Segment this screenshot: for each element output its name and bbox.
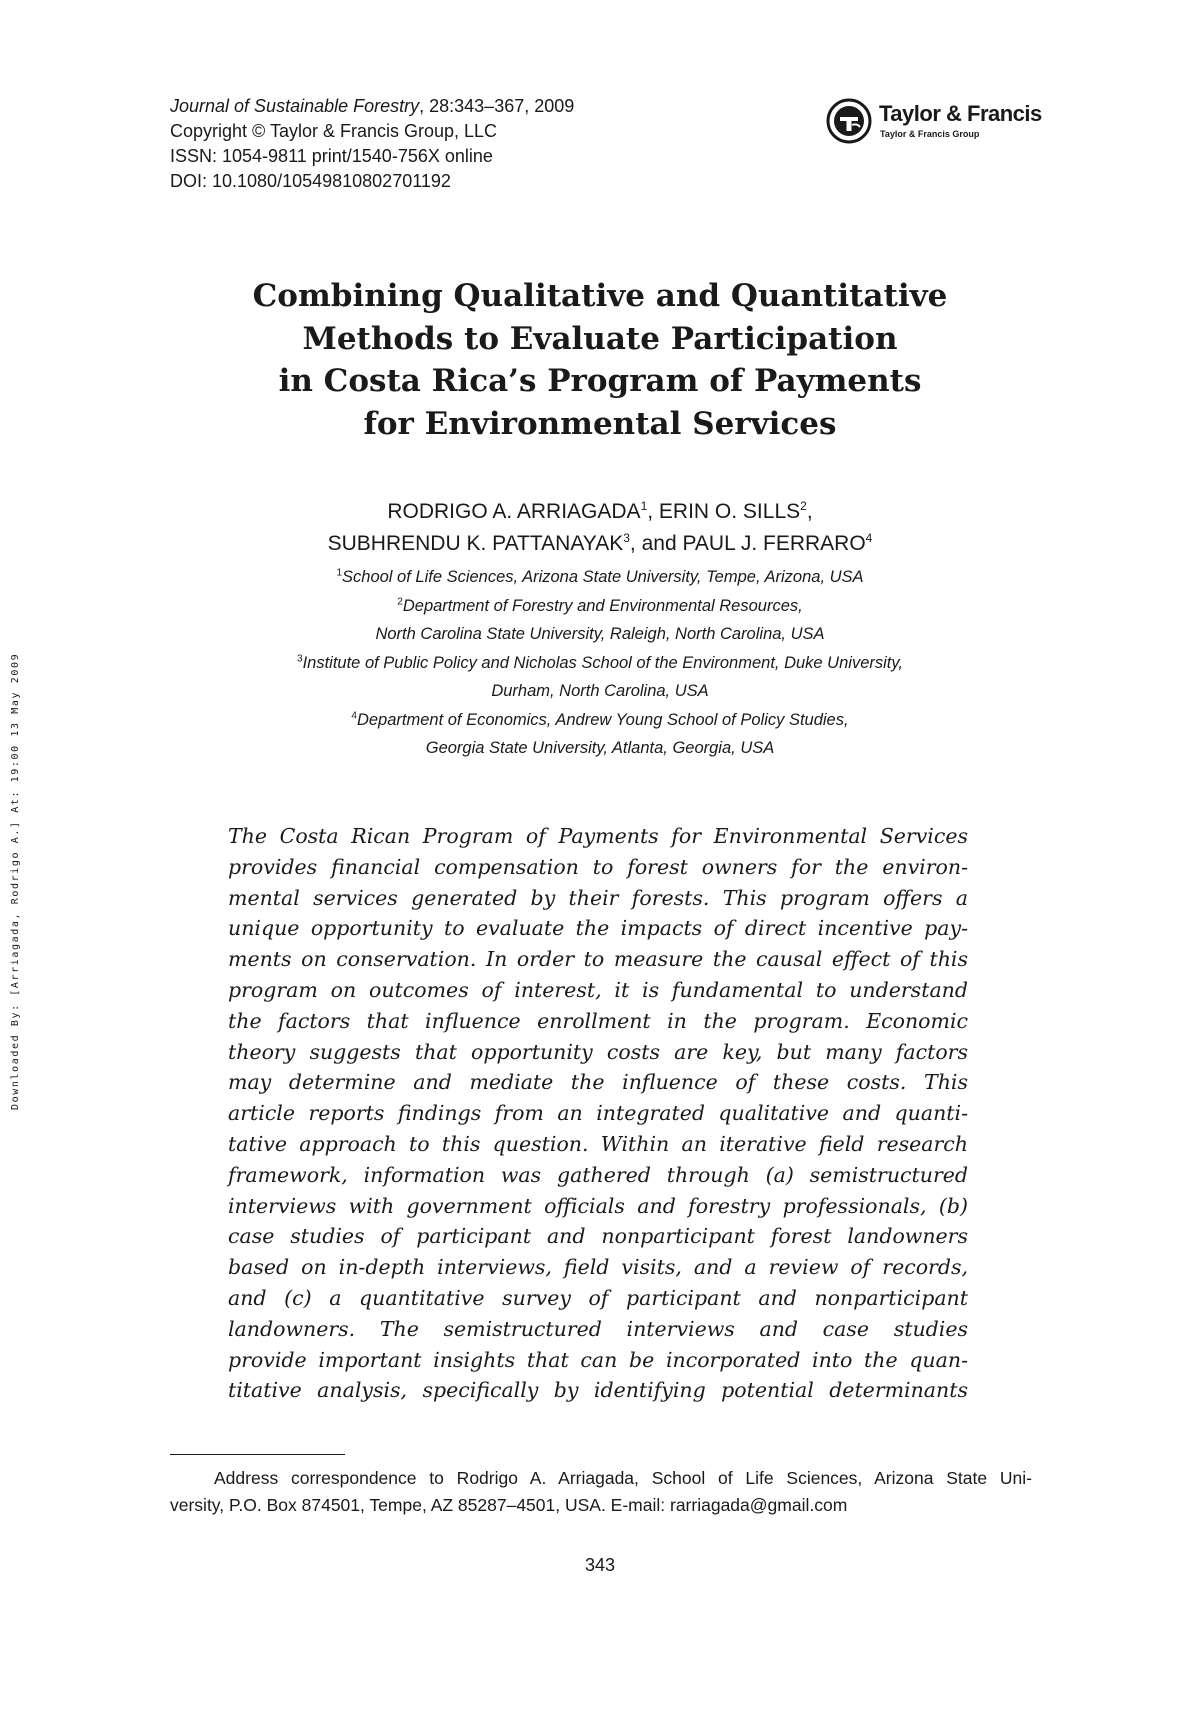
abstract-line: provides financial compensation to forest owners for the environ- bbox=[228, 854, 968, 879]
footnote-line: Address correspondence to Rodrigo A. Arriagada, School of Life Sciences, Arizona State Uni- bbox=[214, 1468, 1032, 1488]
abstract-line: interviews with government officials and forestry professionals, (b) bbox=[228, 1193, 968, 1218]
publisher-group: Taylor & Francis Group bbox=[880, 129, 980, 139]
abstract-line: unique opportunity to evaluate the impacts of direct incentive pay- bbox=[228, 916, 968, 941]
affiliation-mark: 4 bbox=[351, 710, 357, 721]
affiliation-text: School of Life Sciences, Arizona State University, Tempe, Arizona, USA bbox=[342, 568, 864, 586]
download-stamp: Downloaded By: [Arriagada, Rodrigo A.] At: 19:00 13 May 2009 bbox=[10, 652, 21, 1110]
journal-doi: DOI: 10.1080/10549810802701192 bbox=[170, 171, 451, 191]
abstract-line: and (c) a quantitative survey of participant and nonparticipant bbox=[228, 1285, 968, 1310]
affiliation-line: North Carolina State University, Raleigh, North Carolina, USA bbox=[375, 625, 825, 643]
footnote-divider bbox=[170, 1454, 345, 1455]
author-name: SUBHRENDU K. PATTANAYAK bbox=[327, 532, 624, 555]
correspondence-footnote bbox=[170, 1465, 1032, 1519]
abstract-line: framework, information was gathered through (a) semistructured bbox=[228, 1162, 968, 1187]
abstract-line: landowners. The semistructured interviews and case studies bbox=[228, 1316, 968, 1341]
author-affiliation-mark: 4 bbox=[865, 531, 873, 545]
author-line bbox=[150, 496, 1050, 528]
affiliation-mark: 3 bbox=[297, 653, 303, 664]
affiliation-list bbox=[150, 563, 1050, 763]
author-affiliation-mark: 1 bbox=[640, 499, 648, 513]
abstract-line: The Costa Rican Program of Payments for Environmental Services bbox=[228, 824, 968, 848]
abstract-line: provide important insights that can be incorporated into the quan- bbox=[228, 1347, 968, 1372]
author-affiliation-mark: 3 bbox=[623, 531, 630, 545]
journal-name: Journal of Sustainable Forestry bbox=[170, 96, 420, 116]
abstract-line: may determine and mediate the influence of these costs. This bbox=[228, 1070, 968, 1095]
affiliation-mark: 2 bbox=[397, 596, 403, 607]
affiliation-line bbox=[150, 649, 1050, 678]
title-line: for Environmental Services bbox=[363, 405, 837, 442]
abstract-line: article reports findings from an integrated qualitative and quanti- bbox=[228, 1101, 968, 1126]
abstract-line: mental services generated by their forests. This program offers a bbox=[228, 885, 968, 910]
abstract-line: ments on conservation. In order to measure the causal effect of this bbox=[228, 947, 968, 972]
author-line bbox=[150, 528, 1050, 560]
affiliation-line bbox=[150, 592, 1050, 621]
author-list bbox=[150, 496, 1050, 560]
footnote-line: versity, P.O. Box 874501, Tempe, AZ 85287–4501, USA. E-mail: rarriagada@gmail.com bbox=[170, 1495, 848, 1515]
journal-copyright: Copyright © Taylor & Francis Group, LLC bbox=[170, 121, 498, 141]
page-number: 343 bbox=[584, 1555, 616, 1575]
journal-issn: ISSN: 1054-9811 print/1540-756X online bbox=[170, 146, 493, 166]
taylor-francis-logo-icon bbox=[826, 98, 872, 144]
abstract-line: the factors that influence enrollment in the program. Economic bbox=[228, 1008, 968, 1033]
abstract bbox=[228, 821, 968, 1406]
author-name: RODRIGO A. ARRIAGADA bbox=[387, 500, 641, 523]
affiliation-text: Institute of Public Policy and Nicholas School of the Environment, Duke University, bbox=[302, 653, 903, 672]
title-line: in Costa Rica’s Program of Payments bbox=[278, 363, 922, 399]
abstract-line: theory suggests that opportunity costs are key, but many factors bbox=[228, 1039, 968, 1064]
title-line: Methods to Evaluate Participation bbox=[302, 320, 898, 357]
abstract-line: based on in-depth interviews, field visits, and a review of records, bbox=[228, 1255, 968, 1280]
author-name: , ERIN O. SILLS bbox=[647, 500, 801, 523]
affiliation-text: Department of Economics, Andrew Young School of Policy Studies, bbox=[356, 710, 849, 729]
abstract-line: tative approach to this question. Within an iterative field research bbox=[228, 1131, 968, 1156]
author-separator: , bbox=[806, 500, 813, 523]
article-title bbox=[150, 275, 1050, 445]
affiliation-line: Durham, North Carolina, USA bbox=[491, 682, 709, 700]
publisher-logo bbox=[826, 96, 1042, 150]
publisher-name: Taylor & Francis bbox=[879, 101, 1042, 126]
author-name: , and PAUL J. FERRARO bbox=[629, 532, 866, 555]
abstract-line: program on outcomes of interest, it is fundamental to understand bbox=[228, 977, 968, 1002]
title-line: Combining Qualitative and Quantitative bbox=[252, 278, 948, 314]
affiliation-text: Department of Forestry and Environmental Resources, bbox=[402, 596, 803, 615]
affiliation-line: Georgia State University, Atlanta, Georgia, USA bbox=[425, 739, 775, 757]
affiliation-line bbox=[150, 563, 1050, 592]
journal-citation bbox=[170, 94, 574, 119]
author-affiliation-mark: 2 bbox=[800, 499, 807, 513]
abstract-line: case studies of participant and nonparticipant forest landowners bbox=[228, 1224, 968, 1249]
abstract-line: titative analysis, specifically by identifying potential determinants bbox=[228, 1378, 968, 1403]
affiliation-mark: 1 bbox=[336, 567, 343, 579]
journal-metadata bbox=[170, 94, 574, 194]
affiliation-line bbox=[150, 706, 1050, 735]
journal-volume-pages: , 28:343–367, 2009 bbox=[419, 96, 575, 116]
